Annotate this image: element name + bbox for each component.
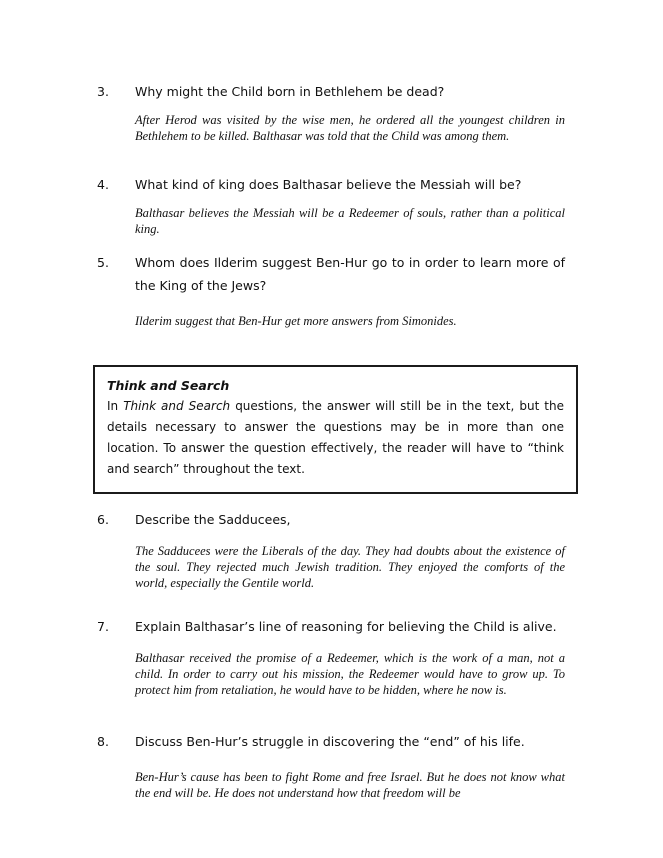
document-content <box>97 80 565 801</box>
question-item <box>97 173 565 196</box>
answer-text: Ilderim suggest that Ben-Hur get more answers from Simonides. <box>135 314 457 328</box>
question-number: 7. <box>97 619 109 634</box>
answer-text: The Sadducees were the Liberals of the day. They had doubts about the existence of the soul. They rejected much Jewish tradition. They enjoyed the comforts of the world, especially the Gentile world. <box>135 544 565 590</box>
question-item <box>97 508 565 531</box>
question-item <box>97 615 565 638</box>
question-number: 8. <box>97 734 109 749</box>
callout-body <box>107 396 564 480</box>
question-text: What kind of king does Balthasar believe the Messiah will be? <box>135 177 522 192</box>
answer-text: After Herod was visited by the wise men, he ordered all the youngest children in Bethlehem to be killed. Balthasar was told that the Child was among them. <box>135 113 565 143</box>
callout-body-italic: Think and Search <box>123 399 231 413</box>
answer-text: Balthasar believes the Messiah will be a Redeemer of souls, rather than a political king. <box>135 206 565 236</box>
question-item <box>97 80 565 103</box>
question-item <box>97 251 565 297</box>
question-number: 5. <box>97 255 109 270</box>
answer-text: Ben-Hur’s cause has been to fight Rome and free Israel. But he does not know what the end will be. He does not understand how that freedom will be <box>135 770 565 800</box>
callout-body-rest: questions, the answer will still be in the text, but the details necessary to answer the questions may be in more than one location. To answer the question effectively, the reader will have to “think and search” throughout the text. <box>107 399 564 476</box>
answer-text: Balthasar received the promise of a Redeemer, which is the work of a man, not a child. In order to carry out his mission, the Redeemer would have to grow up. To protect him from retaliation, he would have to be hidden, where he now is. <box>135 651 565 697</box>
callout-body-prefix: In <box>107 399 124 413</box>
question-item <box>97 730 565 753</box>
callout-box <box>93 365 578 494</box>
question-text: Why might the Child born in Bethlehem be dead? <box>135 84 445 99</box>
question-number: 4. <box>97 177 109 192</box>
question-text: Describe the Sadducees, <box>135 512 291 527</box>
callout-title: Think and Search <box>107 378 230 393</box>
question-text: Whom does Ilderim suggest Ben-Hur go to in order to learn more of the King of the Jews? <box>135 255 565 293</box>
question-number: 6. <box>97 512 109 527</box>
question-text: Discuss Ben-Hur’s struggle in discovering the “end” of his life. <box>135 734 525 749</box>
question-text: Explain Balthasar’s line of reasoning for believing the Child is alive. <box>135 619 557 634</box>
question-number: 3. <box>97 84 109 99</box>
